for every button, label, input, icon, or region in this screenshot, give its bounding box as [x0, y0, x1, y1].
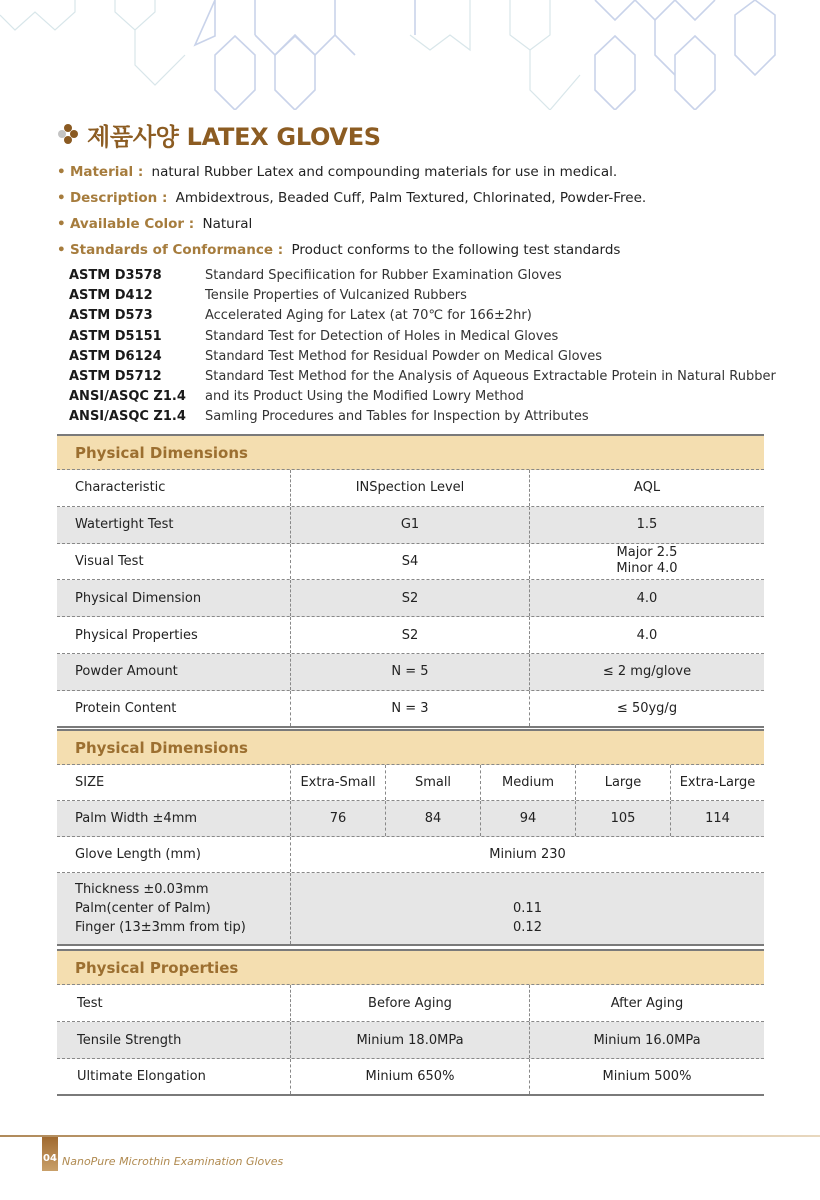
aql-major: Major 2.5: [616, 545, 678, 561]
standard-code: ASTM D5712: [69, 368, 162, 384]
cell: 114: [670, 801, 764, 836]
spec-description: [57, 188, 646, 214]
header-cell: Characteristic: [75, 480, 166, 496]
standard-item: [69, 367, 776, 387]
cell: Palm Width ±4mm: [75, 811, 198, 826]
table-row: [57, 873, 764, 946]
cell: Minium 500%: [529, 1059, 764, 1094]
standard-code: ASTM D573: [69, 308, 153, 324]
table-row: [57, 580, 764, 617]
table-row: [57, 1022, 764, 1059]
cell: [290, 873, 764, 944]
spec-label: Available Color :: [69, 216, 195, 232]
footer-divider: [0, 1135, 820, 1137]
cell: 4.0: [529, 580, 764, 616]
cell: Minium 650%: [290, 1059, 529, 1094]
cell: Watertight Test: [75, 517, 174, 533]
table-row: [57, 654, 764, 691]
cell: 1.5: [529, 507, 764, 543]
cell: Visual Test: [75, 553, 144, 569]
spec-value: Natural: [202, 216, 253, 232]
four-dots-icon: [55, 122, 81, 148]
standard-desc: and its Product Using the Modified Lowry Method: [205, 389, 524, 405]
cell: G1: [290, 507, 529, 543]
standard-item: [69, 407, 776, 427]
standard-desc: Standard Test Method for Residual Powder on Medical Gloves: [205, 348, 602, 364]
cell: ≤ 2 mg/glove: [529, 654, 764, 690]
table-heading: Physical Dimensions: [57, 434, 764, 470]
standard-desc: Standard Test for Detection of Holes in Medical Gloves: [205, 328, 559, 344]
cell: Protein Content: [75, 700, 177, 716]
cell: Physical Dimension: [75, 590, 202, 606]
spec-color: [57, 214, 646, 240]
spec-material: [57, 162, 646, 188]
cell: S2: [290, 580, 529, 616]
standard-desc: Samling Procedures and Tables for Inspection by Attributes: [205, 409, 589, 425]
cell: Ultimate Elongation: [77, 1069, 206, 1084]
page-title: [55, 117, 381, 152]
header-cell: Test: [77, 995, 103, 1011]
standards-list: [69, 266, 776, 428]
header-cell: Extra-Large: [670, 765, 764, 800]
standard-item: [69, 347, 776, 367]
table-header-row: [57, 765, 764, 801]
header-cell: INSpection Level: [290, 470, 529, 506]
table-row: [57, 837, 764, 873]
cell: 4.0: [529, 617, 764, 653]
standard-desc: Tensile Properties of Vulcanized Rubbers: [205, 288, 467, 304]
standard-code: ASTM D412: [69, 288, 153, 304]
spec-value: natural Rubber Latex and compounding materials for use in medical.: [151, 164, 618, 180]
header-cell: Extra-Small: [290, 765, 385, 800]
inspection-table: [57, 434, 764, 728]
header-cell: SIZE: [75, 775, 105, 790]
header-cell: AQL: [529, 470, 764, 506]
table-row: [57, 507, 764, 544]
spec-value: Ambidextrous, Beaded Cuff, Palm Textured, Chlorinated, Powder-Free.: [175, 190, 647, 206]
standard-code: ASTM D3578: [69, 268, 162, 283]
finger-thickness: 0.12: [513, 920, 542, 935]
table-header-row: [57, 985, 764, 1022]
standard-desc: Standard Test Method for the Analysis of Aqueous Extractable Protein in Natural Rubber: [205, 368, 776, 384]
cell: ≤ 50yg/g: [529, 691, 764, 726]
cell: Tensile Strength: [77, 1032, 182, 1048]
cell: [529, 544, 764, 580]
standard-item: [69, 327, 776, 347]
cell: S2: [290, 617, 529, 653]
cell: Physical Properties: [75, 627, 198, 643]
spec-standards: [57, 240, 646, 266]
standard-item: [69, 286, 776, 306]
title-text: 제품사양 LATEX GLOVES: [87, 123, 381, 151]
header-cell: Small: [385, 765, 480, 800]
cell: Minium 230: [290, 837, 764, 872]
standard-code: ANSI/ASQC Z1.4: [69, 409, 186, 425]
aql-minor: Minor 4.0: [616, 561, 678, 577]
spec-label: Standards of Conformance :: [69, 242, 284, 258]
bullet: •: [57, 190, 66, 206]
standard-item: [69, 387, 776, 407]
thickness-label: Thickness ±0.03mm: [75, 882, 209, 897]
standard-desc: Standard Specifiication for Rubber Examination Gloves: [205, 268, 562, 283]
table-row: [57, 1059, 764, 1096]
bullet: •: [57, 242, 66, 258]
cell: 105: [575, 801, 670, 836]
table-heading: Physical Dimensions: [57, 729, 764, 765]
finger-label: Finger (13±3mm from tip): [75, 920, 246, 935]
cell: N = 3: [290, 691, 529, 726]
cell: Minium 18.0MPa: [290, 1022, 529, 1058]
standard-code: ANSI/ASQC Z1.4: [69, 389, 186, 405]
cell: 94: [480, 801, 575, 836]
cell: Minium 16.0MPa: [529, 1022, 764, 1058]
header-cell: Large: [575, 765, 670, 800]
properties-table: [57, 949, 764, 1096]
table-row: [57, 801, 764, 837]
cell: 84: [385, 801, 480, 836]
spec-value: Product conforms to the following test standards: [291, 242, 621, 258]
cell: S4: [290, 544, 529, 580]
standard-code: ASTM D6124: [69, 348, 162, 364]
cell: Glove Length (mm): [75, 847, 201, 862]
cell: Powder Amount: [75, 664, 178, 680]
table-row: [57, 617, 764, 654]
standard-code: ASTM D5151: [69, 328, 162, 344]
table-heading: Physical Properties: [57, 949, 764, 985]
table-row: [57, 691, 764, 728]
hexagon-background-decoration: [0, 0, 820, 110]
table-header-row: [57, 470, 764, 507]
size-table: [57, 729, 764, 946]
standard-item: [69, 266, 776, 286]
standard-desc: Accelerated Aging for Latex (at 70℃ for 166±2hr): [205, 308, 532, 324]
header-cell: After Aging: [529, 985, 764, 1021]
palm-thickness: 0.11: [513, 901, 542, 916]
bullet: •: [57, 216, 66, 232]
footer-title: NanoPure Microthin Examination Gloves: [62, 1155, 284, 1168]
cell: 76: [290, 801, 385, 836]
page-number: 04: [42, 1137, 58, 1171]
header-cell: Medium: [480, 765, 575, 800]
spec-label: Description :: [69, 190, 168, 206]
spec-list: [57, 162, 646, 266]
spec-label: Material :: [69, 164, 144, 180]
cell: [57, 873, 290, 944]
table-row: [57, 544, 764, 581]
palm-label: Palm(center of Palm): [75, 901, 211, 916]
cell: N = 5: [290, 654, 529, 690]
bullet: •: [57, 164, 66, 180]
header-cell: Before Aging: [290, 985, 529, 1021]
standard-item: [69, 306, 776, 326]
